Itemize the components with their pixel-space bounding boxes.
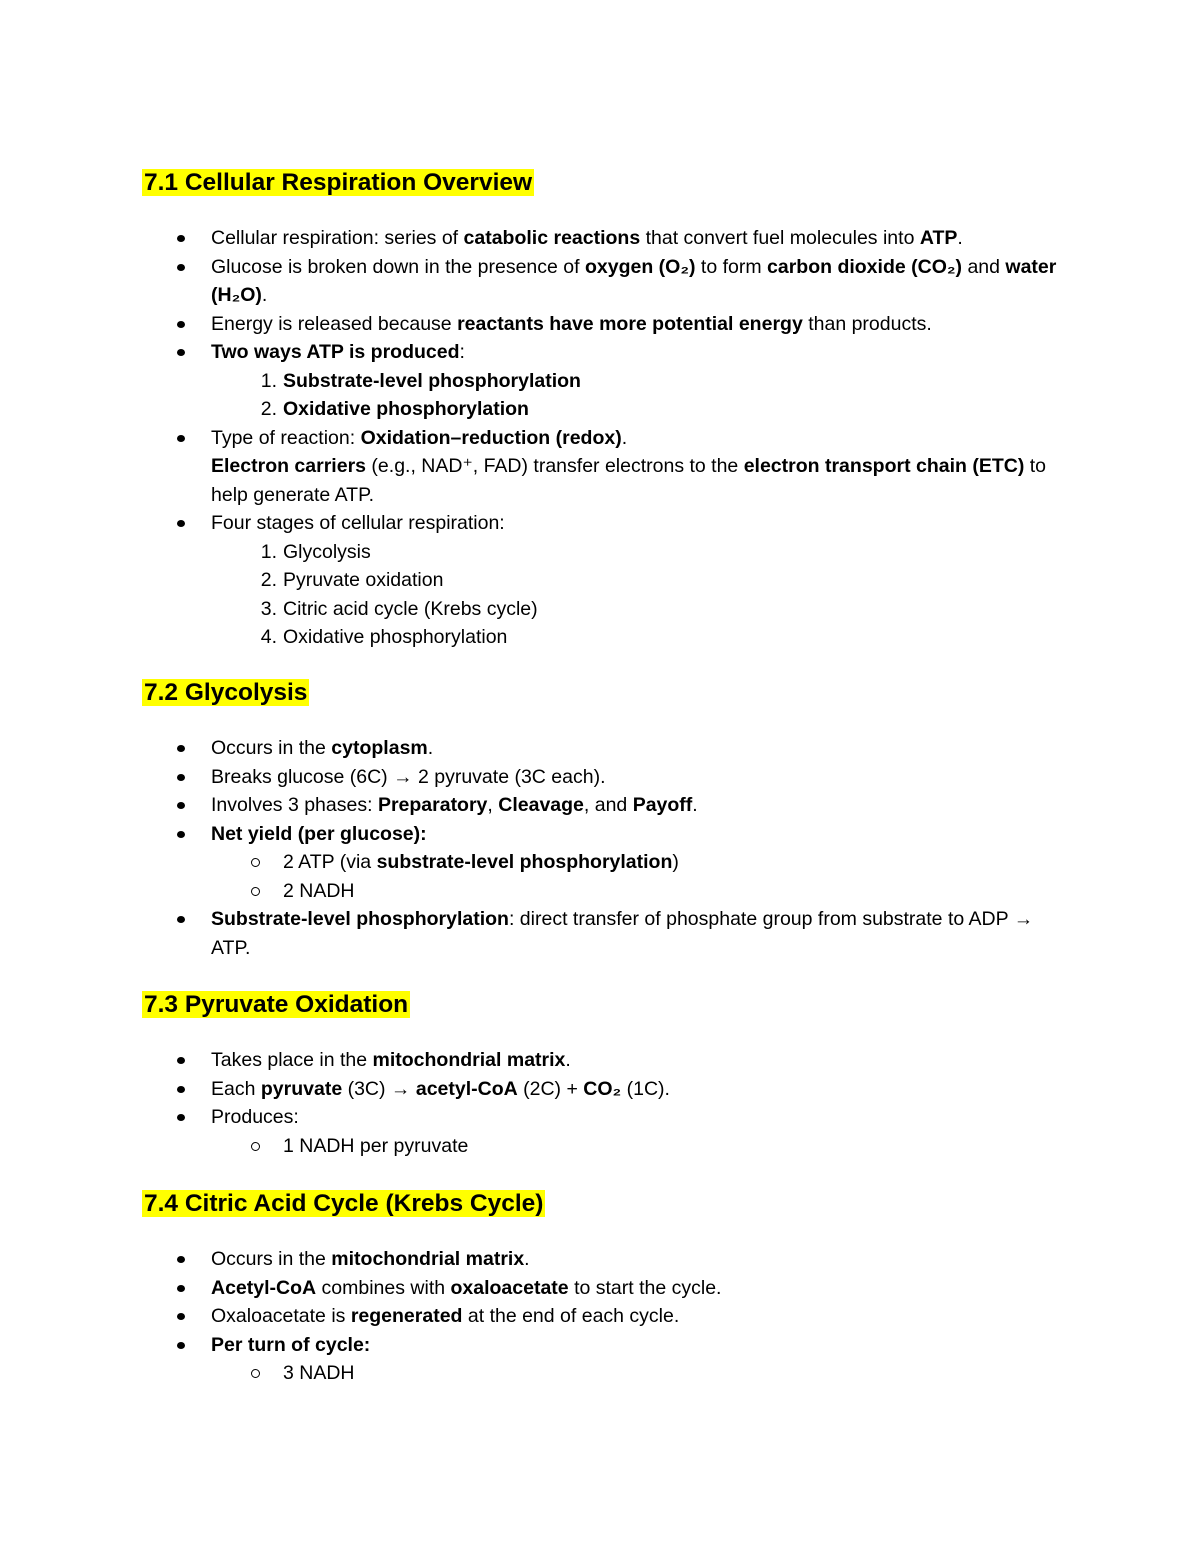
text-run: Oxaloacetate is <box>211 1305 351 1327</box>
text-run: and <box>962 255 1006 278</box>
bold-text: mitochondrial matrix <box>331 1248 525 1270</box>
text-run: 2 NADH <box>283 879 355 902</box>
text-run: . <box>565 1049 571 1071</box>
sublist-item <box>211 1359 1060 1388</box>
text-run: , and <box>583 794 633 816</box>
sublist-item <box>211 538 1060 567</box>
text-run: that convert fuel molecules into <box>640 227 920 249</box>
list-item <box>0 1331 1200 1388</box>
text-run: , <box>487 794 499 816</box>
list-item <box>0 791 1200 820</box>
heading-text: 7.4 Citric Acid Cycle (Krebs Cycle) <box>144 1190 544 1217</box>
list-item <box>0 734 1200 763</box>
text-run: Takes place in the <box>211 1049 373 1071</box>
text-run: Involves 3 phases: <box>211 794 378 816</box>
section-heading-7-3 <box>142 989 410 1021</box>
text-run: . <box>261 284 268 306</box>
bullet-icon <box>177 1057 185 1064</box>
text-run: Glucose is broken down in the presence of <box>211 255 585 278</box>
sublist-item <box>211 1132 1060 1161</box>
numbered-sublist <box>211 367 1060 424</box>
hollow-bullet-icon <box>251 1142 260 1151</box>
text-run: Citric acid cycle (Krebs cycle) <box>283 597 538 620</box>
list-number: 2. <box>260 398 277 420</box>
bullet-icon <box>177 916 185 923</box>
sublist-item <box>211 848 1060 877</box>
hollow-bullet-icon <box>251 887 260 896</box>
list-item <box>0 1245 1200 1274</box>
bold-text: oxygen (O₂) <box>584 255 696 278</box>
sublist-item <box>211 367 1060 396</box>
text-run: Breaks glucose (6C) → 2 pyruvate (3C each). <box>211 765 606 788</box>
list-item <box>0 820 1200 906</box>
text-run: Occurs in the <box>211 737 332 759</box>
text-run: (3C) → <box>342 1077 416 1100</box>
list-item <box>0 905 1200 962</box>
bullet-icon <box>177 235 185 242</box>
bullet-icon <box>177 1285 185 1292</box>
bold-text: Electron carriers <box>211 455 367 477</box>
text-run: 3 NADH <box>283 1362 355 1384</box>
text-run: Four stages of cellular respiration: <box>211 512 505 534</box>
text-run: combines with <box>316 1276 451 1299</box>
bold-text: electron transport chain (ETC) <box>743 455 1025 477</box>
bold-text: Substrate-level phosphorylation <box>211 908 509 930</box>
bullet-list-7-3 <box>0 1046 1200 1160</box>
hollow-bullet-icon <box>251 858 260 867</box>
text-run: Type of reaction: <box>211 426 361 449</box>
bullet-icon <box>177 349 185 356</box>
sublist-item <box>211 623 1060 652</box>
text-run: to form <box>695 255 768 278</box>
bold-text: carbon dioxide (CO₂) <box>767 255 963 278</box>
bullet-icon <box>177 1114 185 1121</box>
text-run: Each <box>211 1077 261 1100</box>
bold-text: Substrate-level phosphorylation <box>283 369 581 392</box>
bullet-icon <box>177 264 185 271</box>
bold-text: Cleavage <box>498 794 584 816</box>
text-run: Cellular respiration: series of <box>211 227 464 249</box>
list-item <box>0 338 1200 424</box>
list-number: 1. <box>260 540 277 563</box>
text-run: Energy is released because <box>211 312 458 335</box>
bullet-icon <box>177 1086 185 1093</box>
bullet-icon <box>177 321 185 328</box>
text-run: Pyruvate oxidation <box>283 569 444 591</box>
list-number: 2. <box>260 569 277 591</box>
bold-text: acetyl-CoA <box>415 1077 518 1100</box>
list-item <box>0 310 1200 339</box>
bold-text: Two ways ATP is produced <box>211 341 460 363</box>
section-heading-7-1 <box>142 167 534 199</box>
text-run: 2 ATP (via <box>283 851 377 873</box>
sublist-item <box>211 566 1060 595</box>
text-run: : direct transfer of phosphate group from substrate to ADP → ATP. <box>211 908 1034 959</box>
list-item <box>0 1046 1200 1075</box>
bold-text: reactants have more potential energy <box>457 312 803 335</box>
text-run: . <box>524 1248 530 1270</box>
bullet-icon <box>177 774 185 781</box>
heading-text: 7.2 Glycolysis <box>144 679 308 706</box>
bold-text: Per turn of cycle: <box>211 1333 371 1356</box>
bullet-list-7-1 <box>0 224 1200 652</box>
text-run: : <box>459 341 465 363</box>
bold-text: mitochondrial matrix <box>372 1049 566 1071</box>
bold-text: Oxidation–reduction (redox) <box>360 426 622 449</box>
text-run: to start the cycle. <box>568 1276 722 1299</box>
list-number: 4. <box>260 626 277 648</box>
text-run: . <box>621 426 628 449</box>
sublist-item <box>211 395 1060 424</box>
text-run: (e.g., NAD⁺, FAD) transfer electrons to the <box>366 455 744 477</box>
bold-text: CO₂ <box>583 1077 622 1100</box>
text-run: (2C) + <box>517 1077 584 1100</box>
heading-text: 7.3 Pyruvate Oxidation <box>144 991 409 1018</box>
sublist-item <box>211 877 1060 906</box>
text-run: 1 NADH per pyruvate <box>283 1134 469 1157</box>
text-run: Oxidative phosphorylation <box>283 626 508 648</box>
text-run: . <box>692 794 698 816</box>
bold-text: Oxidative phosphorylation <box>283 398 529 420</box>
bullet-icon <box>177 435 185 442</box>
text-run: to help generate ATP. <box>211 455 1047 506</box>
hollow-bullet-icon <box>251 1369 260 1378</box>
bullet-icon <box>177 802 185 809</box>
text-run: (1C). <box>621 1077 670 1100</box>
bold-text: Acetyl-CoA <box>211 1276 317 1299</box>
section-heading-7-2 <box>142 677 309 709</box>
list-item <box>0 1274 1200 1303</box>
sublist-item <box>211 595 1060 624</box>
list-item <box>0 224 1200 253</box>
text-run: ) <box>672 851 679 873</box>
bold-text: water (H₂O) <box>211 255 1057 306</box>
list-item <box>0 1075 1200 1104</box>
bullet-icon <box>177 831 185 838</box>
text-run: than products. <box>802 312 932 335</box>
bullet-icon <box>177 1313 185 1320</box>
numbered-sublist <box>211 538 1060 652</box>
text-run: at the end of each cycle. <box>462 1305 680 1327</box>
list-number: 3. <box>260 597 277 620</box>
list-item <box>0 509 1200 652</box>
bullet-icon <box>177 1342 185 1349</box>
section-heading-7-4 <box>142 1188 545 1220</box>
bold-text: Net yield (per glucose): <box>211 822 427 845</box>
list-number: 1. <box>260 369 277 392</box>
list-item <box>0 424 1200 510</box>
heading-text: 7.1 Cellular Respiration Overview <box>144 169 533 196</box>
bold-text: Payoff <box>632 794 693 816</box>
text-run: Glycolysis <box>283 540 371 563</box>
circle-sublist <box>211 1359 1060 1388</box>
bold-text: regenerated <box>350 1305 463 1327</box>
text-run: Produces: <box>211 1106 299 1128</box>
bold-text: catabolic reactions <box>463 227 641 249</box>
bullet-list-7-2 <box>0 734 1200 962</box>
bold-text: oxaloacetate <box>450 1276 569 1299</box>
bold-text: Preparatory <box>377 794 488 816</box>
list-item <box>0 763 1200 792</box>
bold-text: pyruvate <box>260 1077 343 1100</box>
list-item <box>0 1103 1200 1160</box>
text-run: . <box>957 227 963 249</box>
bold-text: cytoplasm <box>331 737 428 759</box>
bullet-icon <box>177 1256 185 1263</box>
circle-sublist <box>211 848 1060 905</box>
text-run: . <box>427 737 434 759</box>
list-item <box>0 1302 1200 1331</box>
bullet-icon <box>177 520 185 527</box>
circle-sublist <box>211 1132 1060 1161</box>
text-run: Occurs in the <box>211 1248 332 1270</box>
bullet-list-7-4 <box>0 1245 1200 1388</box>
bold-text: ATP <box>919 227 958 249</box>
list-item <box>0 253 1200 310</box>
bold-text: substrate-level phosphorylation <box>376 851 673 873</box>
bullet-icon <box>177 745 185 752</box>
